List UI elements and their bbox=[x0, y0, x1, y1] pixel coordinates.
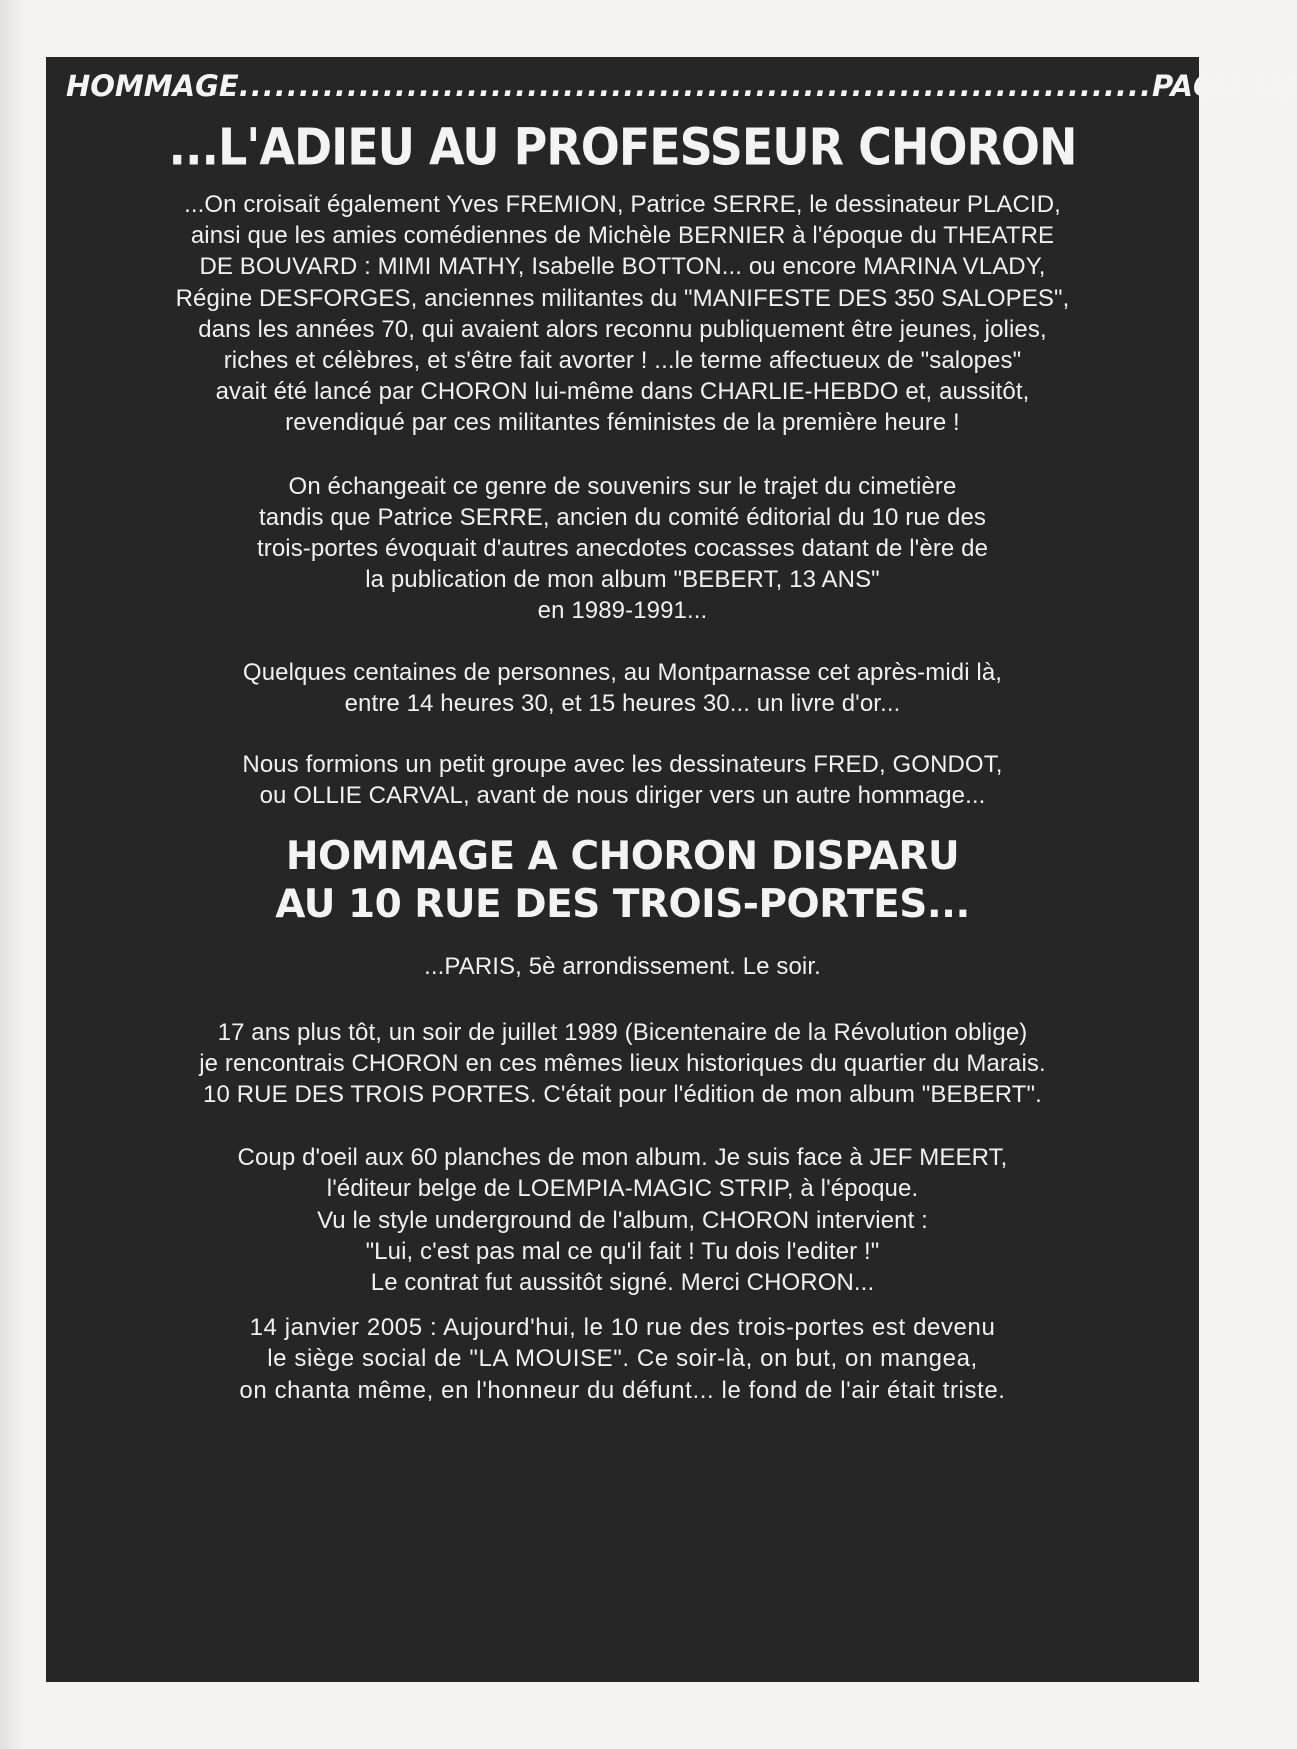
text-line: Vu le style underground de l'album, CHORON intervient : bbox=[317, 1206, 928, 1234]
paragraph-5 bbox=[46, 951, 1199, 982]
text-line: On échangeait ce genre de souvenirs sur le trajet du cimetière bbox=[288, 472, 957, 500]
text-line: Coup d'oeil aux 60 planches de mon album. Je suis face à JEF MEERT, bbox=[237, 1144, 1008, 1172]
text-line: Nous formions un petit groupe avec les dessinateurs FRED, GONDOT, bbox=[242, 751, 1003, 779]
paragraph-3 bbox=[46, 657, 1199, 719]
text-line: entre 14 heures 30, et 15 heures 30... un livre d'or... bbox=[344, 689, 901, 717]
text-line: DE BOUVARD : MIMI MATHY, Isabelle BOTTON... ou encore MARINA VLADY, bbox=[199, 253, 1046, 281]
text-line: je rencontrais CHORON en ces mêmes lieux historiques du quartier du Marais. bbox=[199, 1049, 1046, 1077]
text-line: 14 janvier 2005 : Aujourd'hui, le 10 rue des trois-portes est devenu bbox=[249, 1314, 996, 1342]
text-line: Quelques centaines de personnes, au Montparnasse cet après-midi là, bbox=[242, 658, 1003, 686]
article-title: ...L'ADIEU AU PROFESSEUR CHORON bbox=[168, 117, 1077, 177]
paragraph-8 bbox=[46, 1312, 1199, 1406]
text-line: le siège social de "LA MOUISE". Ce soir-là, on but, on mangea, bbox=[267, 1345, 978, 1373]
black-text-panel bbox=[46, 57, 1297, 1682]
paragraph-6 bbox=[46, 1017, 1199, 1111]
text-line: dans les années 70, qui avaient alors reconnu publiquement être jeunes, jolies, bbox=[198, 315, 1047, 343]
text-line: on chanta même, en l'honneur du défunt... le fond de l'air était triste. bbox=[239, 1376, 1006, 1404]
paragraph-4 bbox=[46, 749, 1199, 811]
text-line: revendiqué par ces militantes féministes de la première heure ! bbox=[285, 409, 960, 437]
text-line: la publication de mon album "BEBERT, 13 ANS" bbox=[365, 566, 880, 594]
paragraph-2 bbox=[46, 471, 1199, 627]
text-line: en 1989-1991... bbox=[537, 597, 708, 625]
paragraph-1 bbox=[46, 189, 1199, 439]
text-line: ainsi que les amies comédiennes de Michèle BERNIER à l'époque du THEATRE bbox=[190, 222, 1055, 250]
text-line: 10 RUE DES TROIS PORTES. C'était pour l'édition de mon album "BEBERT". bbox=[203, 1081, 1042, 1109]
subtitle-line: HOMMAGE A CHORON DISPARU bbox=[285, 834, 960, 880]
text-line: ...On croisait également Yves FREMION, Patrice SERRE, le dessinateur PLACID, bbox=[184, 191, 1061, 218]
text-line: tandis que Patrice SERRE, ancien du comité éditorial du 10 rue des bbox=[258, 503, 986, 531]
text-line: l'éditeur belge de LOEMPIA-MAGIC STRIP, à l'époque. bbox=[326, 1175, 919, 1203]
text-line: ou OLLIE CARVAL, avant de nous diriger vers un autre hommage... bbox=[259, 782, 986, 810]
text-line: Le contrat fut aussitôt signé. Merci CHORON... bbox=[370, 1269, 875, 1297]
section-subtitle bbox=[46, 833, 1199, 929]
text-line: Régine DESFORGES, anciennes militantes du "MANIFESTE DES 350 SALOPES", bbox=[175, 284, 1070, 312]
text-line: 17 ans plus tôt, un soir de juillet 1989 (Bicentenaire de la Révolution oblige) bbox=[217, 1018, 1028, 1046]
page-header bbox=[66, 69, 1297, 105]
paragraph-7 bbox=[46, 1142, 1199, 1298]
article-body bbox=[46, 119, 1199, 1406]
header-section-label: HOMMAGE bbox=[66, 69, 239, 103]
text-line: trois-portes évoquait d'autres anecdotes cocasses datant de l'ère de bbox=[256, 535, 989, 563]
header-page-number: 53 bbox=[1256, 69, 1297, 103]
text-line: avait été lancé par CHORON lui-même dans CHARLIE-HEBDO et, aussitôt, bbox=[215, 378, 1030, 406]
text-line: "Lui, c'est pas mal ce qu'il fait ! Tu dois l'editer !" bbox=[365, 1237, 880, 1265]
subtitle-line: AU 10 RUE DES TROIS-PORTES... bbox=[275, 882, 970, 928]
page-edge-shadow bbox=[0, 0, 26, 1749]
text-line: ...PARIS, 5è arrondissement. Le soir. bbox=[424, 953, 821, 981]
header-leader-dots: ............................................................................ bbox=[238, 69, 1152, 103]
header-page-label: PAGE bbox=[1151, 69, 1237, 103]
text-line: riches et célèbres, et s'être fait avorter ! ...le terme affectueux de "salopes" bbox=[223, 347, 1022, 375]
